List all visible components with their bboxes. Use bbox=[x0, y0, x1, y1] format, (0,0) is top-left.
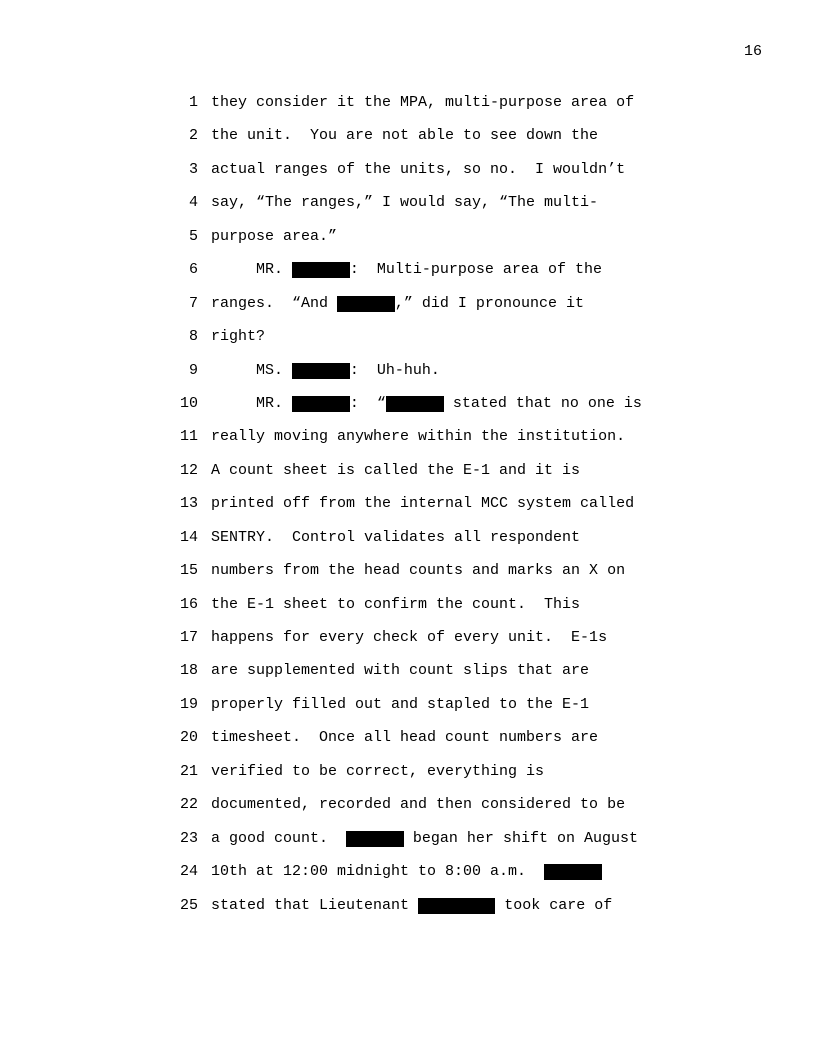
line-text bbox=[211, 796, 625, 814]
line-number: 10 bbox=[179, 394, 198, 412]
line-text bbox=[211, 830, 638, 848]
text-segment: timesheet. Once all head count numbers are bbox=[211, 729, 599, 747]
text-segment: 10th at 12:00 midnight to 8:00 a.m. bbox=[211, 863, 545, 881]
text-segment: right? bbox=[211, 328, 266, 346]
redaction-block bbox=[337, 296, 395, 312]
transcript-line bbox=[170, 428, 730, 461]
line-text bbox=[211, 662, 589, 680]
transcript-line bbox=[170, 362, 730, 395]
line-number: 12 bbox=[179, 461, 198, 479]
line-number: 17 bbox=[179, 629, 198, 646]
transcript-line bbox=[170, 629, 730, 662]
text-segment: MS. bbox=[211, 361, 293, 379]
text-segment: verified to be correct, everything is bbox=[211, 762, 545, 780]
text-segment: A count sheet is called the E-1 and it is bbox=[211, 461, 581, 479]
line-number: 24 bbox=[179, 863, 198, 881]
text-segment: ranges. “And bbox=[211, 294, 338, 312]
text-segment: : “ bbox=[349, 394, 386, 412]
line-text bbox=[211, 596, 580, 614]
text-segment: stated that no one is bbox=[443, 394, 642, 412]
text-segment: are supplemented with count slips that are bbox=[211, 662, 590, 680]
transcript-line bbox=[170, 696, 730, 729]
line-text bbox=[211, 295, 584, 313]
text-segment: the E-1 sheet to confirm the count. This bbox=[211, 595, 581, 613]
transcript-line bbox=[170, 261, 730, 294]
line-number: 8 bbox=[188, 328, 198, 346]
redaction-block bbox=[292, 262, 350, 278]
transcript-line bbox=[170, 596, 730, 629]
text-segment: began her shift on August bbox=[403, 829, 638, 847]
transcript-line bbox=[170, 328, 730, 361]
line-number: 20 bbox=[179, 729, 198, 747]
transcript-line bbox=[170, 94, 730, 127]
text-segment: a good count. bbox=[211, 829, 347, 847]
line-number: 3 bbox=[188, 160, 198, 178]
line-number: 4 bbox=[188, 194, 198, 212]
text-segment: they consider it the MPA, multi-purpose area of bbox=[211, 94, 635, 111]
line-number: 6 bbox=[188, 261, 198, 279]
line-text bbox=[211, 362, 440, 380]
line-number: 5 bbox=[188, 227, 198, 245]
line-text bbox=[211, 161, 625, 179]
transcript-line bbox=[170, 529, 730, 562]
transcript-line bbox=[170, 495, 730, 528]
line-text bbox=[211, 729, 598, 747]
text-segment: : Uh-huh. bbox=[349, 361, 440, 379]
line-number: 9 bbox=[188, 361, 198, 379]
text-segment: SENTRY. Control validates all respondent bbox=[211, 528, 581, 546]
line-number: 16 bbox=[179, 595, 198, 613]
line-text bbox=[211, 261, 602, 279]
line-number: 15 bbox=[179, 562, 198, 580]
transcript-line bbox=[170, 295, 730, 328]
line-number: 13 bbox=[179, 495, 198, 513]
text-segment: ,” did I pronounce it bbox=[394, 294, 584, 312]
line-text bbox=[211, 395, 642, 413]
line-number: 25 bbox=[179, 896, 198, 914]
line-text bbox=[211, 763, 544, 781]
line-text bbox=[211, 863, 602, 881]
transcript-line bbox=[170, 161, 730, 194]
text-segment: happens for every check of every unit. E-1s bbox=[211, 629, 608, 646]
text-segment: really moving anywhere within the institution. bbox=[211, 428, 626, 446]
transcript-line bbox=[170, 830, 730, 863]
redaction-block bbox=[418, 898, 495, 914]
line-text bbox=[211, 127, 598, 145]
line-number: 1 bbox=[188, 94, 198, 111]
text-segment: : Multi-purpose area of the bbox=[349, 261, 602, 279]
text-segment: purpose area.” bbox=[211, 227, 338, 245]
text-segment: documented, recorded and then considered to be bbox=[211, 796, 626, 814]
transcript-line bbox=[170, 395, 730, 428]
line-number: 23 bbox=[179, 829, 198, 847]
line-text bbox=[211, 462, 580, 480]
transcript-line bbox=[170, 796, 730, 829]
line-number: 11 bbox=[179, 428, 198, 446]
transcript-line bbox=[170, 729, 730, 762]
redaction-block bbox=[544, 864, 602, 880]
redaction-block bbox=[386, 396, 444, 412]
line-number: 22 bbox=[179, 796, 198, 814]
line-text bbox=[211, 897, 612, 915]
text-segment: properly filled out and stapled to the E-1 bbox=[211, 695, 590, 713]
transcript-line bbox=[170, 228, 730, 261]
transcript-line bbox=[170, 662, 730, 695]
text-segment: MR. bbox=[211, 394, 293, 412]
line-text bbox=[211, 495, 634, 513]
line-number: 7 bbox=[188, 294, 198, 312]
text-segment: MR. bbox=[211, 261, 293, 279]
redaction-block bbox=[292, 396, 350, 412]
transcript-body bbox=[170, 94, 730, 930]
text-segment: the unit. You are not able to see down the bbox=[211, 127, 599, 145]
transcript-line bbox=[170, 194, 730, 227]
transcript-line bbox=[170, 897, 730, 930]
line-number: 18 bbox=[179, 662, 198, 680]
line-text bbox=[211, 428, 625, 446]
text-segment: stated that Lieutenant bbox=[211, 896, 419, 914]
line-text bbox=[211, 562, 625, 580]
text-segment: took care of bbox=[495, 896, 613, 914]
line-number: 19 bbox=[179, 695, 198, 713]
transcript-line bbox=[170, 127, 730, 160]
text-segment: say, “The ranges,” I would say, “The multi- bbox=[211, 194, 599, 212]
line-text bbox=[211, 94, 634, 112]
line-number: 14 bbox=[179, 528, 198, 546]
redaction-block bbox=[346, 831, 404, 847]
page-number: 16 bbox=[743, 43, 762, 60]
line-number: 2 bbox=[188, 127, 198, 145]
line-text bbox=[211, 529, 580, 547]
line-text bbox=[211, 194, 598, 212]
line-number: 21 bbox=[179, 762, 198, 780]
line-text bbox=[211, 228, 337, 246]
transcript-line bbox=[170, 863, 730, 896]
text-segment: printed off from the internal MCC system called bbox=[211, 495, 635, 513]
transcript-line bbox=[170, 562, 730, 595]
line-text bbox=[211, 696, 589, 714]
text-segment: actual ranges of the units, so no. I wouldn’t bbox=[211, 160, 626, 178]
line-text bbox=[211, 328, 265, 346]
line-text bbox=[211, 629, 607, 647]
text-segment: numbers from the head counts and marks an X on bbox=[211, 562, 626, 580]
transcript-line bbox=[170, 763, 730, 796]
transcript-line bbox=[170, 462, 730, 495]
redaction-block bbox=[292, 363, 350, 379]
